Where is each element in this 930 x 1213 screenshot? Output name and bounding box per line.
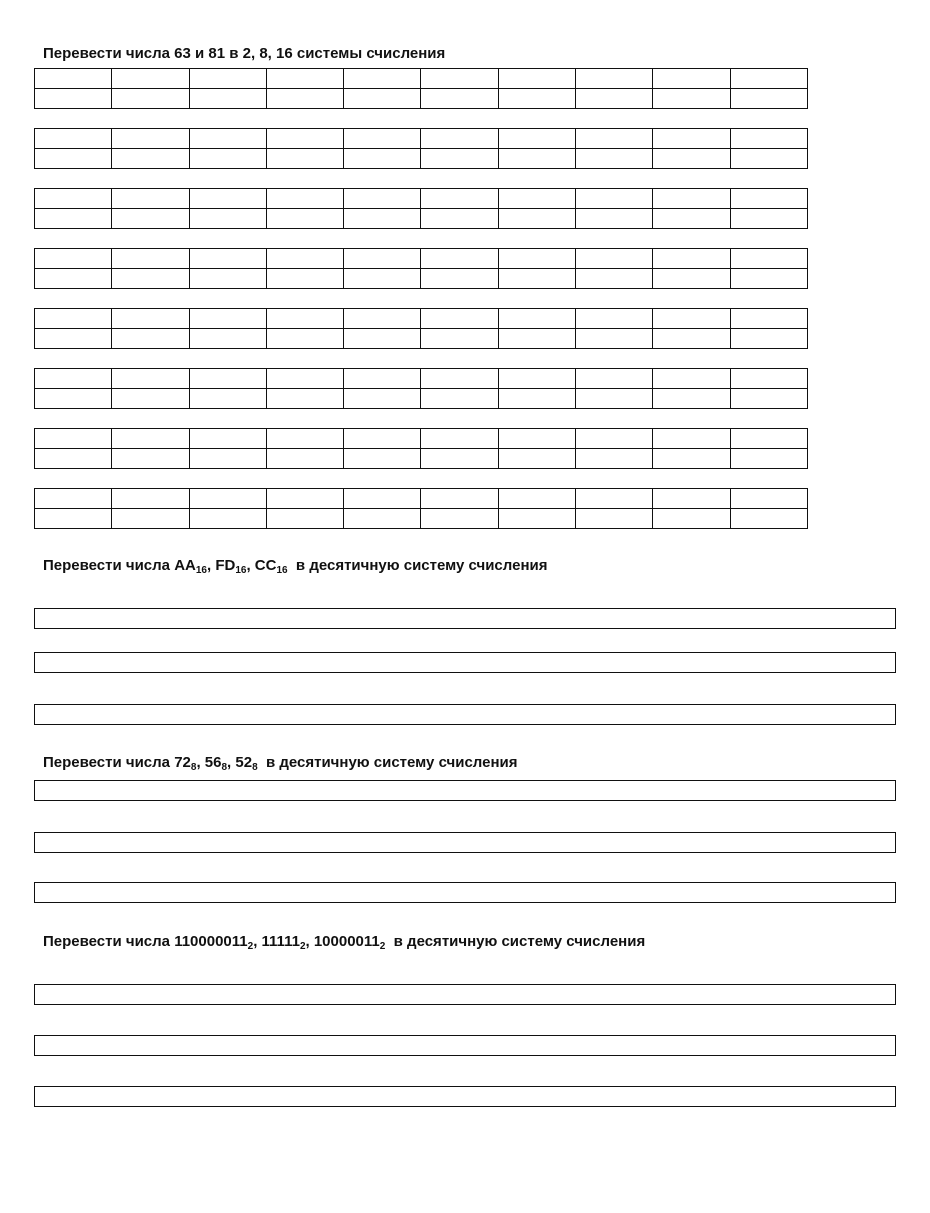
table-cell[interactable] <box>653 129 730 149</box>
table-cell[interactable] <box>266 149 343 169</box>
section4-base-3: 2 <box>379 941 386 952</box>
table-cell[interactable] <box>498 89 575 109</box>
table-cell[interactable] <box>576 149 653 169</box>
table-cell[interactable] <box>112 269 189 289</box>
section2-prefix: Перевести числа <box>43 557 175 574</box>
table-cell[interactable] <box>112 489 189 509</box>
table-cell[interactable] <box>498 489 575 509</box>
table-cell[interactable] <box>35 389 112 409</box>
table-cell[interactable] <box>35 269 112 289</box>
table-cell[interactable] <box>653 69 730 89</box>
table-cell[interactable] <box>576 329 653 349</box>
table-cell[interactable] <box>35 509 112 529</box>
table-cell[interactable] <box>498 389 575 409</box>
table-cell[interactable] <box>421 369 498 389</box>
table-cell[interactable] <box>421 329 498 349</box>
section4-answer-line-2[interactable] <box>34 1035 896 1056</box>
table-row <box>35 129 808 149</box>
table-cell[interactable] <box>35 209 112 229</box>
table-cell[interactable] <box>189 89 266 109</box>
conversion-table-4 <box>34 248 808 289</box>
table-cell[interactable] <box>576 129 653 149</box>
section2-title <box>43 557 547 575</box>
table-cell[interactable] <box>344 249 421 269</box>
section2-answer-line-2[interactable] <box>34 652 896 673</box>
section4-prefix: Перевести числа <box>43 933 175 950</box>
table-row <box>35 249 808 269</box>
table-cell[interactable] <box>344 509 421 529</box>
table-cell[interactable] <box>576 269 653 289</box>
table-cell[interactable] <box>576 389 653 409</box>
table-cell[interactable] <box>344 69 421 89</box>
table-cell[interactable] <box>189 209 266 229</box>
section3-prefix: Перевести числа <box>43 754 175 771</box>
section2-sep-1: , <box>206 557 216 574</box>
conversion-table-5 <box>34 308 808 349</box>
section2-suffix: в десятичную систему счисления <box>287 557 548 574</box>
table-cell[interactable] <box>266 129 343 149</box>
table-cell[interactable] <box>576 429 653 449</box>
table-cell[interactable] <box>344 309 421 329</box>
table-cell[interactable] <box>266 69 343 89</box>
table-cell[interactable] <box>266 449 343 469</box>
table-cell[interactable] <box>730 209 807 229</box>
table-cell[interactable] <box>112 129 189 149</box>
table-row <box>35 189 808 209</box>
table-cell[interactable] <box>730 309 807 329</box>
table-cell[interactable] <box>112 209 189 229</box>
table-cell[interactable] <box>35 449 112 469</box>
table-cell[interactable] <box>498 69 575 89</box>
table-row <box>35 149 808 169</box>
section2-number-1: AA <box>174 557 196 574</box>
table-cell[interactable] <box>35 89 112 109</box>
table-cell[interactable] <box>35 369 112 389</box>
section4-number-2: 11111 <box>261 933 300 950</box>
table-cell[interactable] <box>189 129 266 149</box>
table-cell[interactable] <box>266 309 343 329</box>
section4-answer-line-3[interactable] <box>34 1086 896 1107</box>
section4-number-1: 110000011 <box>174 933 248 950</box>
section4-number-3: 10000011 <box>313 933 380 950</box>
table-row <box>35 509 808 529</box>
table-cell[interactable] <box>730 509 807 529</box>
table-cell[interactable] <box>266 329 343 349</box>
table-cell[interactable] <box>421 449 498 469</box>
table-cell[interactable] <box>653 429 730 449</box>
table-row <box>35 369 808 389</box>
table-cell[interactable] <box>112 449 189 469</box>
table-row <box>35 329 808 349</box>
table-cell[interactable] <box>344 149 421 169</box>
table-cell[interactable] <box>653 389 730 409</box>
table-cell[interactable] <box>730 449 807 469</box>
section3-base-2: 8 <box>221 762 228 773</box>
table-cell[interactable] <box>112 329 189 349</box>
section3-sep-2: , <box>227 754 236 771</box>
table-cell[interactable] <box>35 249 112 269</box>
table-cell[interactable] <box>498 189 575 209</box>
table-cell[interactable] <box>730 489 807 509</box>
table-cell[interactable] <box>266 189 343 209</box>
table-cell[interactable] <box>189 449 266 469</box>
table-cell[interactable] <box>576 489 653 509</box>
table-cell[interactable] <box>653 489 730 509</box>
table-cell[interactable] <box>344 489 421 509</box>
section1-title: Перевести числа 63 и 81 в 2, 8, 16 системы счисления <box>43 45 446 62</box>
section4-base-1: 2 <box>247 941 254 952</box>
table-cell[interactable] <box>421 189 498 209</box>
section3-answer-line-1[interactable] <box>34 780 896 801</box>
table-cell[interactable] <box>498 209 575 229</box>
section2-answer-line-3[interactable] <box>34 704 896 725</box>
table-cell[interactable] <box>576 509 653 529</box>
table-cell[interactable] <box>730 89 807 109</box>
table-cell[interactable] <box>189 369 266 389</box>
table-cell[interactable] <box>266 429 343 449</box>
table-cell[interactable] <box>421 429 498 449</box>
table-cell[interactable] <box>576 449 653 469</box>
table-cell[interactable] <box>266 369 343 389</box>
table-cell[interactable] <box>35 309 112 329</box>
table-cell[interactable] <box>35 329 112 349</box>
table-cell[interactable] <box>653 249 730 269</box>
table-cell[interactable] <box>344 209 421 229</box>
table-cell[interactable] <box>730 429 807 449</box>
section3-number-2: 56 <box>204 754 222 771</box>
table-cell[interactable] <box>576 309 653 329</box>
table-cell[interactable] <box>344 329 421 349</box>
table-cell[interactable] <box>189 269 266 289</box>
table-cell[interactable] <box>112 429 189 449</box>
section4-answer-line-1[interactable] <box>34 984 896 1005</box>
table-row <box>35 269 808 289</box>
table-cell[interactable] <box>266 269 343 289</box>
table-cell[interactable] <box>189 329 266 349</box>
table-cell[interactable] <box>112 189 189 209</box>
table-cell[interactable] <box>421 209 498 229</box>
table-cell[interactable] <box>112 509 189 529</box>
section4-sep-2: , <box>305 933 314 950</box>
table-cell[interactable] <box>498 309 575 329</box>
table-row <box>35 489 808 509</box>
table-cell[interactable] <box>112 369 189 389</box>
table-cell[interactable] <box>421 389 498 409</box>
section2-sep-2: , <box>246 557 255 574</box>
table-cell[interactable] <box>266 209 343 229</box>
table-cell[interactable] <box>112 309 189 329</box>
conversion-table-1 <box>34 68 808 109</box>
table-cell[interactable] <box>730 129 807 149</box>
conversion-table-2 <box>34 128 808 169</box>
table-cell[interactable] <box>189 389 266 409</box>
table-cell[interactable] <box>498 369 575 389</box>
table-cell[interactable] <box>730 269 807 289</box>
conversion-table-8 <box>34 488 808 529</box>
table-cell[interactable] <box>344 129 421 149</box>
table-cell[interactable] <box>189 249 266 269</box>
table-cell[interactable] <box>344 269 421 289</box>
table-cell[interactable] <box>189 489 266 509</box>
section2-base-1: 16 <box>195 565 207 576</box>
table-cell[interactable] <box>730 149 807 169</box>
table-cell[interactable] <box>576 209 653 229</box>
section3-answer-line-3[interactable] <box>34 882 896 903</box>
table-cell[interactable] <box>189 429 266 449</box>
table-cell[interactable] <box>730 69 807 89</box>
table-cell[interactable] <box>653 89 730 109</box>
table-cell[interactable] <box>653 369 730 389</box>
table-cell[interactable] <box>35 69 112 89</box>
table-cell[interactable] <box>112 149 189 169</box>
table-cell[interactable] <box>653 329 730 349</box>
table-cell[interactable] <box>653 189 730 209</box>
section3-base-1: 8 <box>190 762 197 773</box>
table-cell[interactable] <box>421 509 498 529</box>
table-cell[interactable] <box>576 369 653 389</box>
table-cell[interactable] <box>576 189 653 209</box>
table-cell[interactable] <box>344 189 421 209</box>
table-cell[interactable] <box>421 129 498 149</box>
table-cell[interactable] <box>421 309 498 329</box>
table-cell[interactable] <box>112 389 189 409</box>
table-cell[interactable] <box>730 389 807 409</box>
table-cell[interactable] <box>112 89 189 109</box>
table-cell[interactable] <box>35 189 112 209</box>
section2-base-2: 16 <box>235 565 247 576</box>
table-cell[interactable] <box>35 129 112 149</box>
table-cell[interactable] <box>498 429 575 449</box>
table-cell[interactable] <box>653 209 730 229</box>
section2-base-3: 16 <box>276 565 288 576</box>
section4-base-2: 2 <box>299 941 306 952</box>
conversion-table-7 <box>34 428 808 469</box>
table-cell[interactable] <box>112 249 189 269</box>
table-cell[interactable] <box>35 429 112 449</box>
table-cell[interactable] <box>344 449 421 469</box>
table-cell[interactable] <box>653 149 730 169</box>
conversion-table-3 <box>34 188 808 229</box>
table-row <box>35 209 808 229</box>
table-cell[interactable] <box>35 489 112 509</box>
table-cell[interactable] <box>344 369 421 389</box>
table-cell[interactable] <box>421 89 498 109</box>
table-row <box>35 69 808 89</box>
table-cell[interactable] <box>421 149 498 169</box>
table-cell[interactable] <box>653 509 730 529</box>
section3-suffix: в десятичную систему счисления <box>257 754 518 771</box>
section3-title <box>43 754 518 772</box>
table-cell[interactable] <box>576 249 653 269</box>
table-cell[interactable] <box>189 149 266 169</box>
table-cell[interactable] <box>189 309 266 329</box>
table-cell[interactable] <box>498 269 575 289</box>
section3-number-3: 52 <box>235 754 253 771</box>
table-cell[interactable] <box>498 129 575 149</box>
table-cell[interactable] <box>498 249 575 269</box>
conversion-table-6 <box>34 368 808 409</box>
table-cell[interactable] <box>576 89 653 109</box>
table-cell[interactable] <box>344 89 421 109</box>
table-cell[interactable] <box>498 449 575 469</box>
table-cell[interactable] <box>498 149 575 169</box>
table-row <box>35 309 808 329</box>
table-cell[interactable] <box>576 69 653 89</box>
table-cell[interactable] <box>421 69 498 89</box>
table-cell[interactable] <box>730 189 807 209</box>
table-row <box>35 89 808 109</box>
table-cell[interactable] <box>189 69 266 89</box>
table-cell[interactable] <box>344 389 421 409</box>
table-cell[interactable] <box>730 329 807 349</box>
table-cell[interactable] <box>653 309 730 329</box>
table-cell[interactable] <box>266 509 343 529</box>
table-cell[interactable] <box>653 269 730 289</box>
table-cell[interactable] <box>730 249 807 269</box>
section2-answer-line-1[interactable] <box>34 608 896 629</box>
table-cell[interactable] <box>730 369 807 389</box>
table-cell[interactable] <box>35 149 112 169</box>
table-row <box>35 429 808 449</box>
section3-answer-line-2[interactable] <box>34 832 896 853</box>
table-cell[interactable] <box>189 189 266 209</box>
section4-suffix: в десятичную систему счисления <box>385 933 646 950</box>
table-cell[interactable] <box>112 69 189 89</box>
section3-sep-1: , <box>196 754 205 771</box>
table-cell[interactable] <box>266 389 343 409</box>
section3-base-3: 8 <box>252 762 258 773</box>
table-cell[interactable] <box>498 509 575 529</box>
section2-number-3: CC <box>254 557 277 574</box>
table-cell[interactable] <box>266 249 343 269</box>
table-cell[interactable] <box>266 489 343 509</box>
table-row <box>35 389 808 409</box>
table-cell[interactable] <box>653 449 730 469</box>
table-cell[interactable] <box>189 509 266 529</box>
section4-title <box>43 933 645 951</box>
table-cell[interactable] <box>421 269 498 289</box>
section2-number-2: FD <box>215 557 236 574</box>
table-cell[interactable] <box>498 329 575 349</box>
table-cell[interactable] <box>421 489 498 509</box>
section4-sep-1: , <box>253 933 262 950</box>
table-cell[interactable] <box>266 89 343 109</box>
section3-number-1: 72 <box>174 754 191 771</box>
table-row <box>35 449 808 469</box>
table-cell[interactable] <box>344 429 421 449</box>
table-cell[interactable] <box>421 249 498 269</box>
